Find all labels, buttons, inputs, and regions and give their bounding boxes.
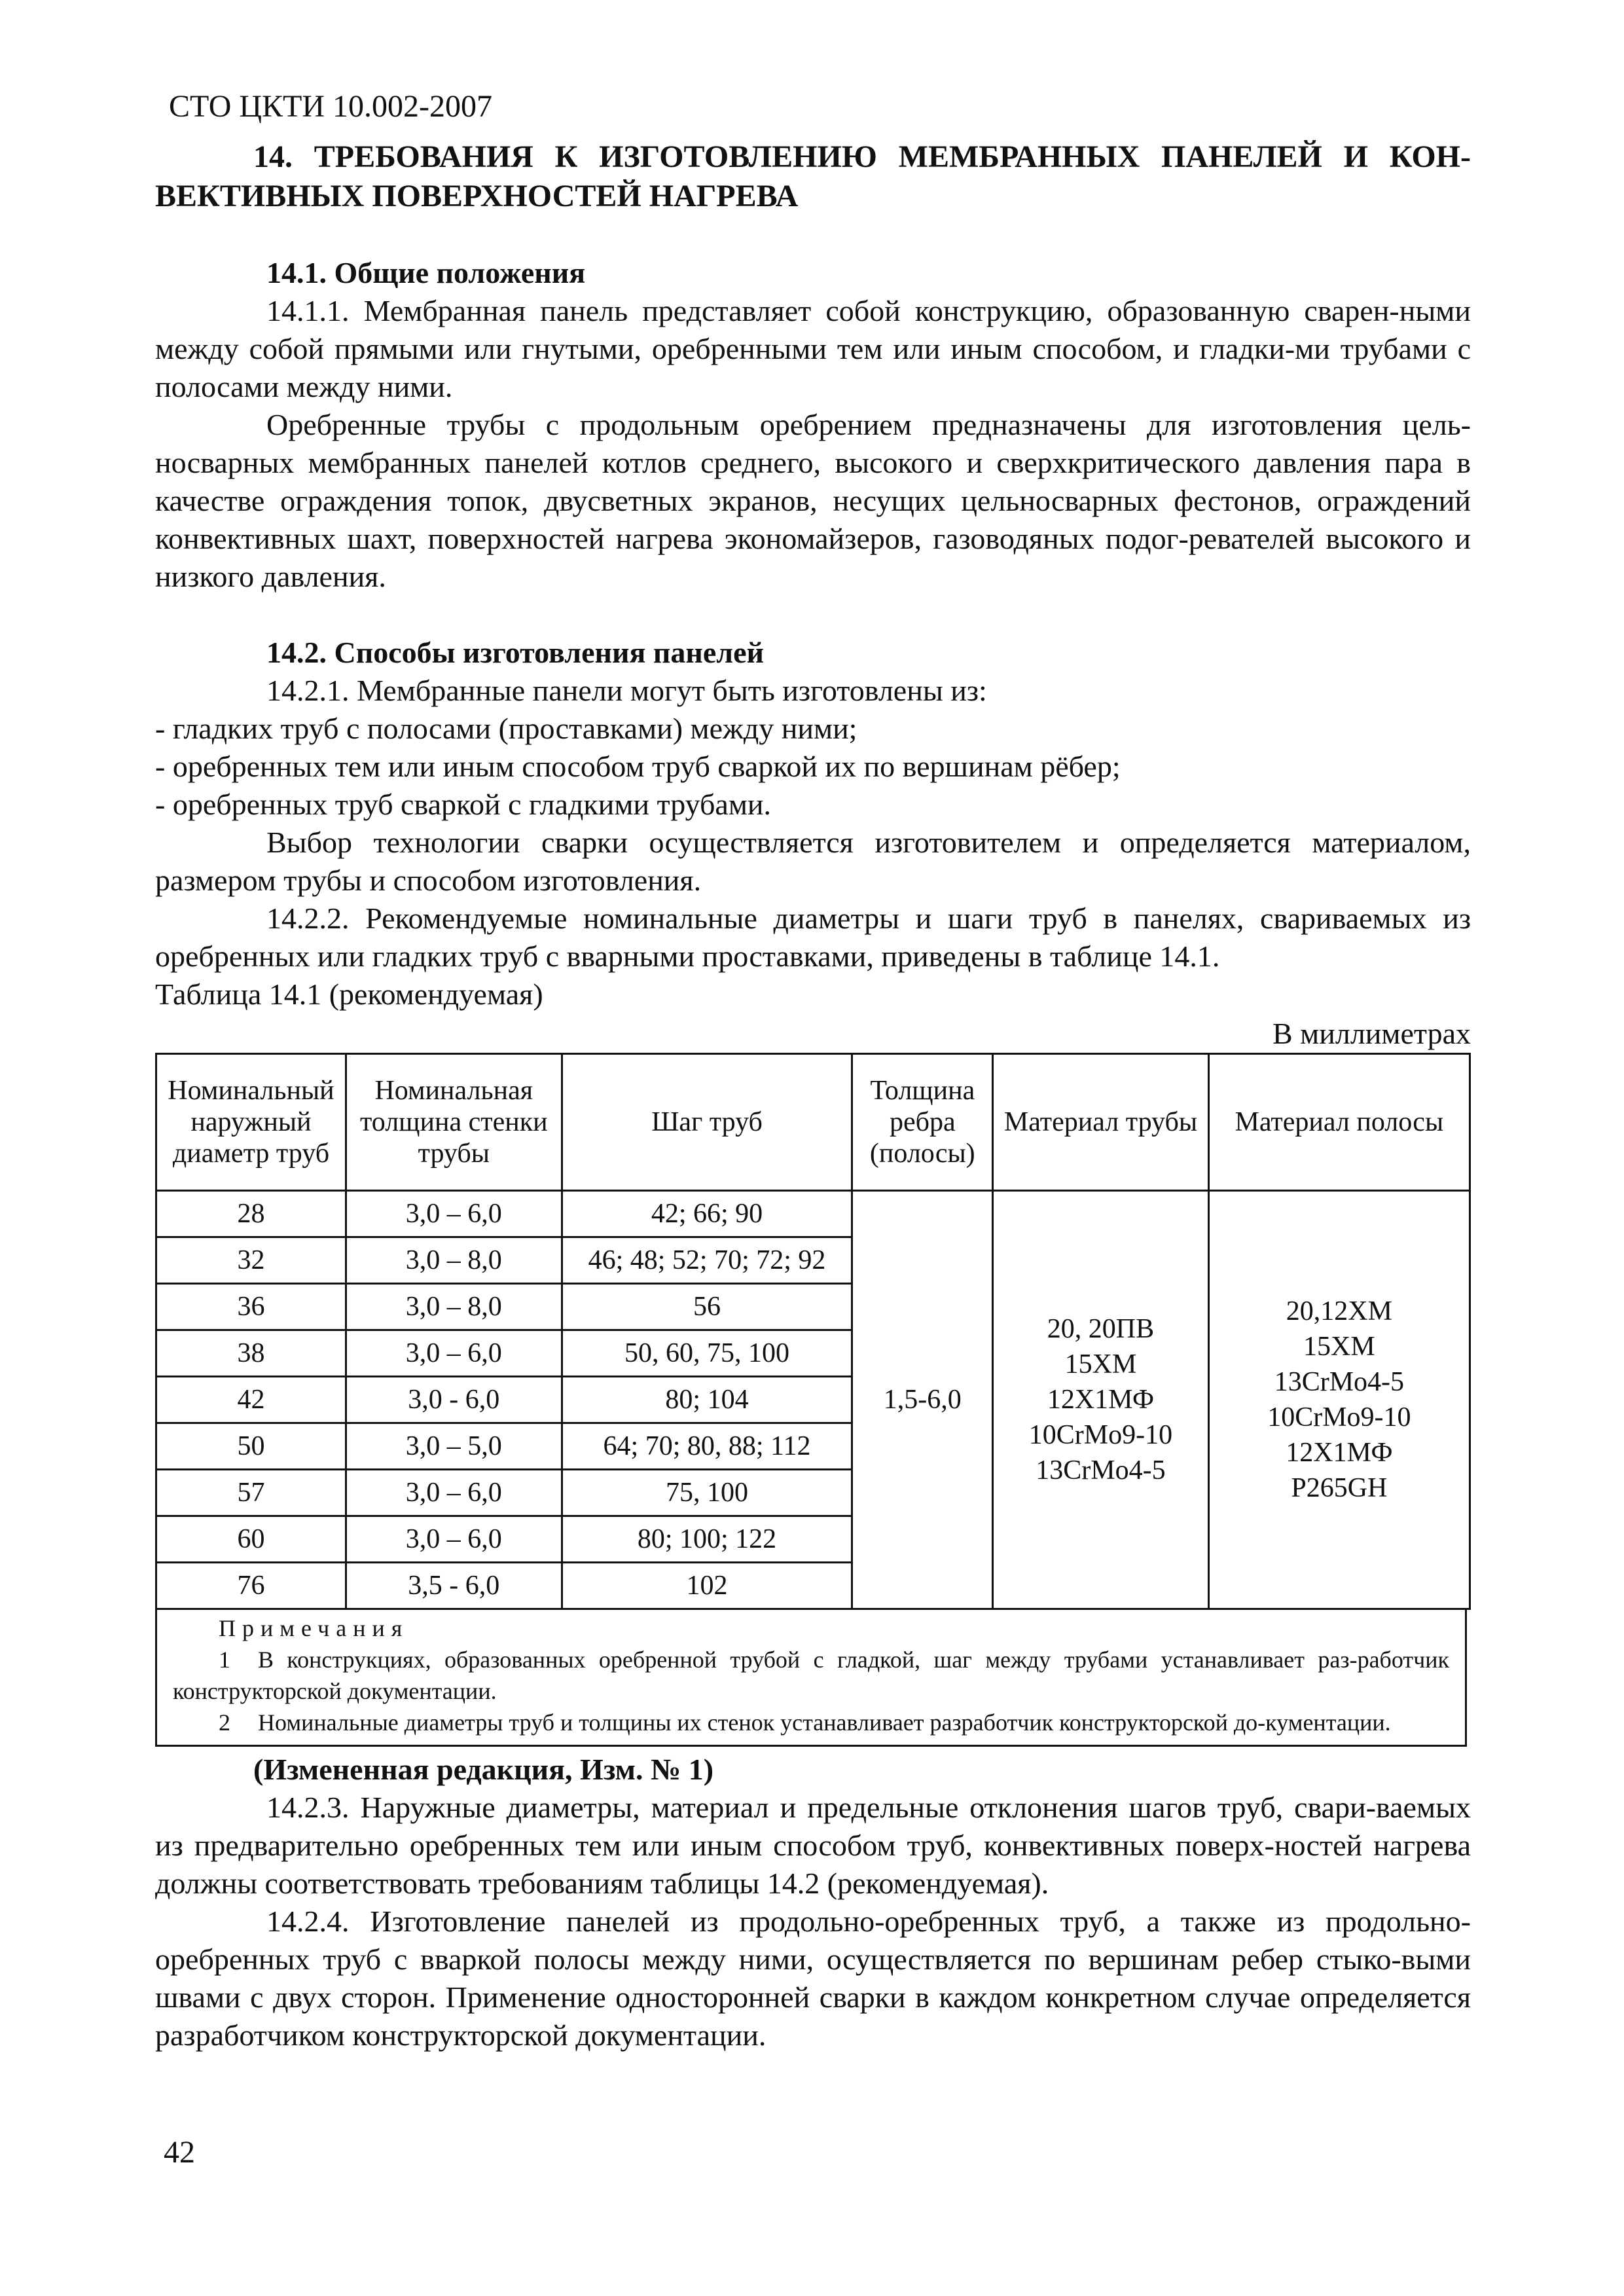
header-nominal-diameter: Номинальный наружный диаметр труб	[156, 1054, 346, 1191]
cell-thickness: 3,5 - 6,0	[346, 1563, 562, 1609]
material-line: 20, 20ПВ	[1047, 1314, 1155, 1344]
paragraph-finned-tubes: Оребренные трубы с продольным оребрением предназначены для изготовления цель-носварных мембранных панелей котлов среднего, высокого и сверхкритического давления пара в качестве ограждения топок, двусветных экранов, несущих цельносварных фестонов, ограждений конвективных шахт, поверхностей нагрева экономайзеров, газоводяных подог-ревателей высокого и низкого давления.	[155, 408, 1471, 593]
note-number: 1	[219, 1647, 230, 1673]
subsection-title-14-2: 14.2. Способы изготовления панелей	[266, 636, 765, 669]
material-line: 20,12ХМ	[1286, 1296, 1392, 1326]
cell-pitch: 46; 48; 52; 70; 72; 92	[562, 1237, 852, 1284]
header-tube-material: Материал трубы	[993, 1054, 1209, 1191]
edition-note: (Измененная редакция, Изм. № 1)	[253, 1753, 714, 1786]
material-line: 12Х1МФ	[1286, 1438, 1393, 1468]
document-header: СТО ЦКТИ 10.002-2007	[169, 89, 493, 124]
cell-thickness: 3,0 – 6,0	[346, 1191, 562, 1237]
paragraph-14-2-3: 14.2.3. Наружные диаметры, материал и предельные отклонения шагов труб, свари-ваемых из предварительно оребренных тем или иным способом труб, конвективных поверх-ностей нагрева должны соответствовать требованиям таблицы 14.2 (рекомендуемая).	[155, 1791, 1471, 1900]
cell-diameter: 38	[156, 1330, 346, 1377]
list-item: - гладких труб с полосами (проставками) между ними;	[155, 712, 857, 745]
cell-thickness: 3,0 – 8,0	[346, 1237, 562, 1284]
paragraph-14-2-2: 14.2.2. Рекомендуемые номинальные диаметры и шаги труб в панелях, свариваемых из оребренных или гладких труб с вварными проставками, приведены в таблице 14.1.	[155, 902, 1471, 973]
paragraph-14-2-1: 14.2.1. Мембранные панели могут быть изготовлены из:	[266, 674, 987, 707]
list-item: - оребренных тем или иным способом труб сваркой их по вершинам рёбер;	[155, 750, 1121, 783]
cell-diameter: 76	[156, 1563, 346, 1609]
cell-pitch: 64; 70; 80, 88; 112	[562, 1423, 852, 1470]
table-caption: Таблица 14.1 (рекомендуемая)	[155, 977, 543, 1011]
cell-thickness: 3,0 – 5,0	[346, 1423, 562, 1470]
section-title: 14. ТРЕБОВАНИЯ К ИЗГОТОВЛЕНИЮ МЕМБРАННЫХ ПАНЕЛЕЙ И КОН-ВЕКТИВНЫХ ПОВЕРХНОСТЕЙ НАГРЕВА	[155, 139, 1471, 213]
page-content	[155, 137, 1471, 2054]
cell-pitch: 102	[562, 1563, 852, 1609]
header-strip-material: Материал полосы	[1208, 1054, 1470, 1191]
paragraph-14-2-4: 14.2.4. Изготовление панелей из продольно-оребренных труб, а также из продольно-оребренных труб с вваркой полосы между ними, осуществляется по вершинам ребер стыко-выми швами с двух сторон. Применение односторонней сварки в каждом конкретном случае определяется разработчиком конструкторской документации.	[155, 1904, 1471, 2052]
cell-pitch: 56	[562, 1284, 852, 1330]
list-item: - оребренных труб сваркой с гладкими трубами.	[155, 788, 772, 821]
cell-pitch: 80; 100; 122	[562, 1516, 852, 1563]
cell-pitch: 50, 60, 75, 100	[562, 1330, 852, 1377]
cell-diameter: 50	[156, 1423, 346, 1470]
material-line: 10CrMo9-10	[1267, 1402, 1411, 1432]
note-item	[173, 1644, 1449, 1707]
table-header-row	[156, 1054, 1470, 1191]
material-line: 10CrMo9-10	[1028, 1420, 1173, 1450]
material-line: P265GH	[1291, 1473, 1388, 1503]
notes-title: Примечания	[219, 1615, 409, 1641]
note-text: В конструкциях, образованных оребренной трубой с гладкой, шаг между трубами устанавливает раз-работчик конструкторской документации.	[173, 1647, 1449, 1704]
page-number: 42	[164, 2135, 195, 2170]
cell-diameter: 42	[156, 1377, 346, 1423]
cell-diameter: 28	[156, 1191, 346, 1237]
cell-diameter: 32	[156, 1237, 346, 1284]
cell-thickness: 3,0 – 8,0	[346, 1284, 562, 1330]
note-item	[173, 1707, 1449, 1738]
cell-pitch: 42; 66; 90	[562, 1191, 852, 1237]
note-text: Номинальные диаметры труб и толщины их стенок устанавливает разработчик конструкторской до-кументации.	[258, 1709, 1391, 1736]
cell-thickness: 3,0 – 6,0	[346, 1470, 562, 1516]
cell-pitch: 80; 104	[562, 1377, 852, 1423]
header-rib-thickness: Толщина ребра (полосы)	[852, 1054, 993, 1191]
material-line: 13CrMo4-5	[1274, 1367, 1405, 1397]
cell-thickness: 3,0 – 6,0	[346, 1516, 562, 1563]
cell-diameter: 57	[156, 1470, 346, 1516]
cell-tube-material	[993, 1191, 1209, 1609]
material-line: 15ХМ	[1303, 1332, 1375, 1362]
header-wall-thickness: Номинальная толщина стенки трубы	[346, 1054, 562, 1191]
paragraph-welding-choice: Выбор технологии сварки осуществляется изготовителем и определяется материалом, размером трубы и способом изготовления.	[155, 826, 1471, 897]
material-line: 13CrMo4-5	[1036, 1455, 1166, 1485]
header-tube-pitch: Шаг труб	[562, 1054, 852, 1191]
cell-pitch: 75, 100	[562, 1470, 852, 1516]
subsection-title-14-1: 14.1. Общие положения	[266, 256, 586, 289]
table-row	[156, 1191, 1470, 1237]
cell-diameter: 36	[156, 1284, 346, 1330]
table-14-1	[155, 1053, 1471, 1610]
table-units: В миллиметрах	[1272, 1017, 1471, 1050]
cell-thickness: 3,0 – 6,0	[346, 1330, 562, 1377]
cell-strip-material	[1208, 1191, 1470, 1609]
cell-rib-thickness: 1,5-6,0	[852, 1191, 993, 1609]
note-number: 2	[219, 1709, 230, 1736]
paragraph-14-1-1: 14.1.1. Мембранная панель представляет собой конструкцию, образованную сварен-ными между собой прямыми или гнутыми, оребренными тем или иным способом, и гладки-ми трубами с полосами между ними.	[155, 294, 1471, 403]
cell-diameter: 60	[156, 1516, 346, 1563]
material-line: 15ХМ	[1064, 1349, 1137, 1379]
cell-thickness: 3,0 - 6,0	[346, 1377, 562, 1423]
table-notes	[155, 1610, 1467, 1747]
material-line: 12Х1МФ	[1047, 1385, 1155, 1415]
